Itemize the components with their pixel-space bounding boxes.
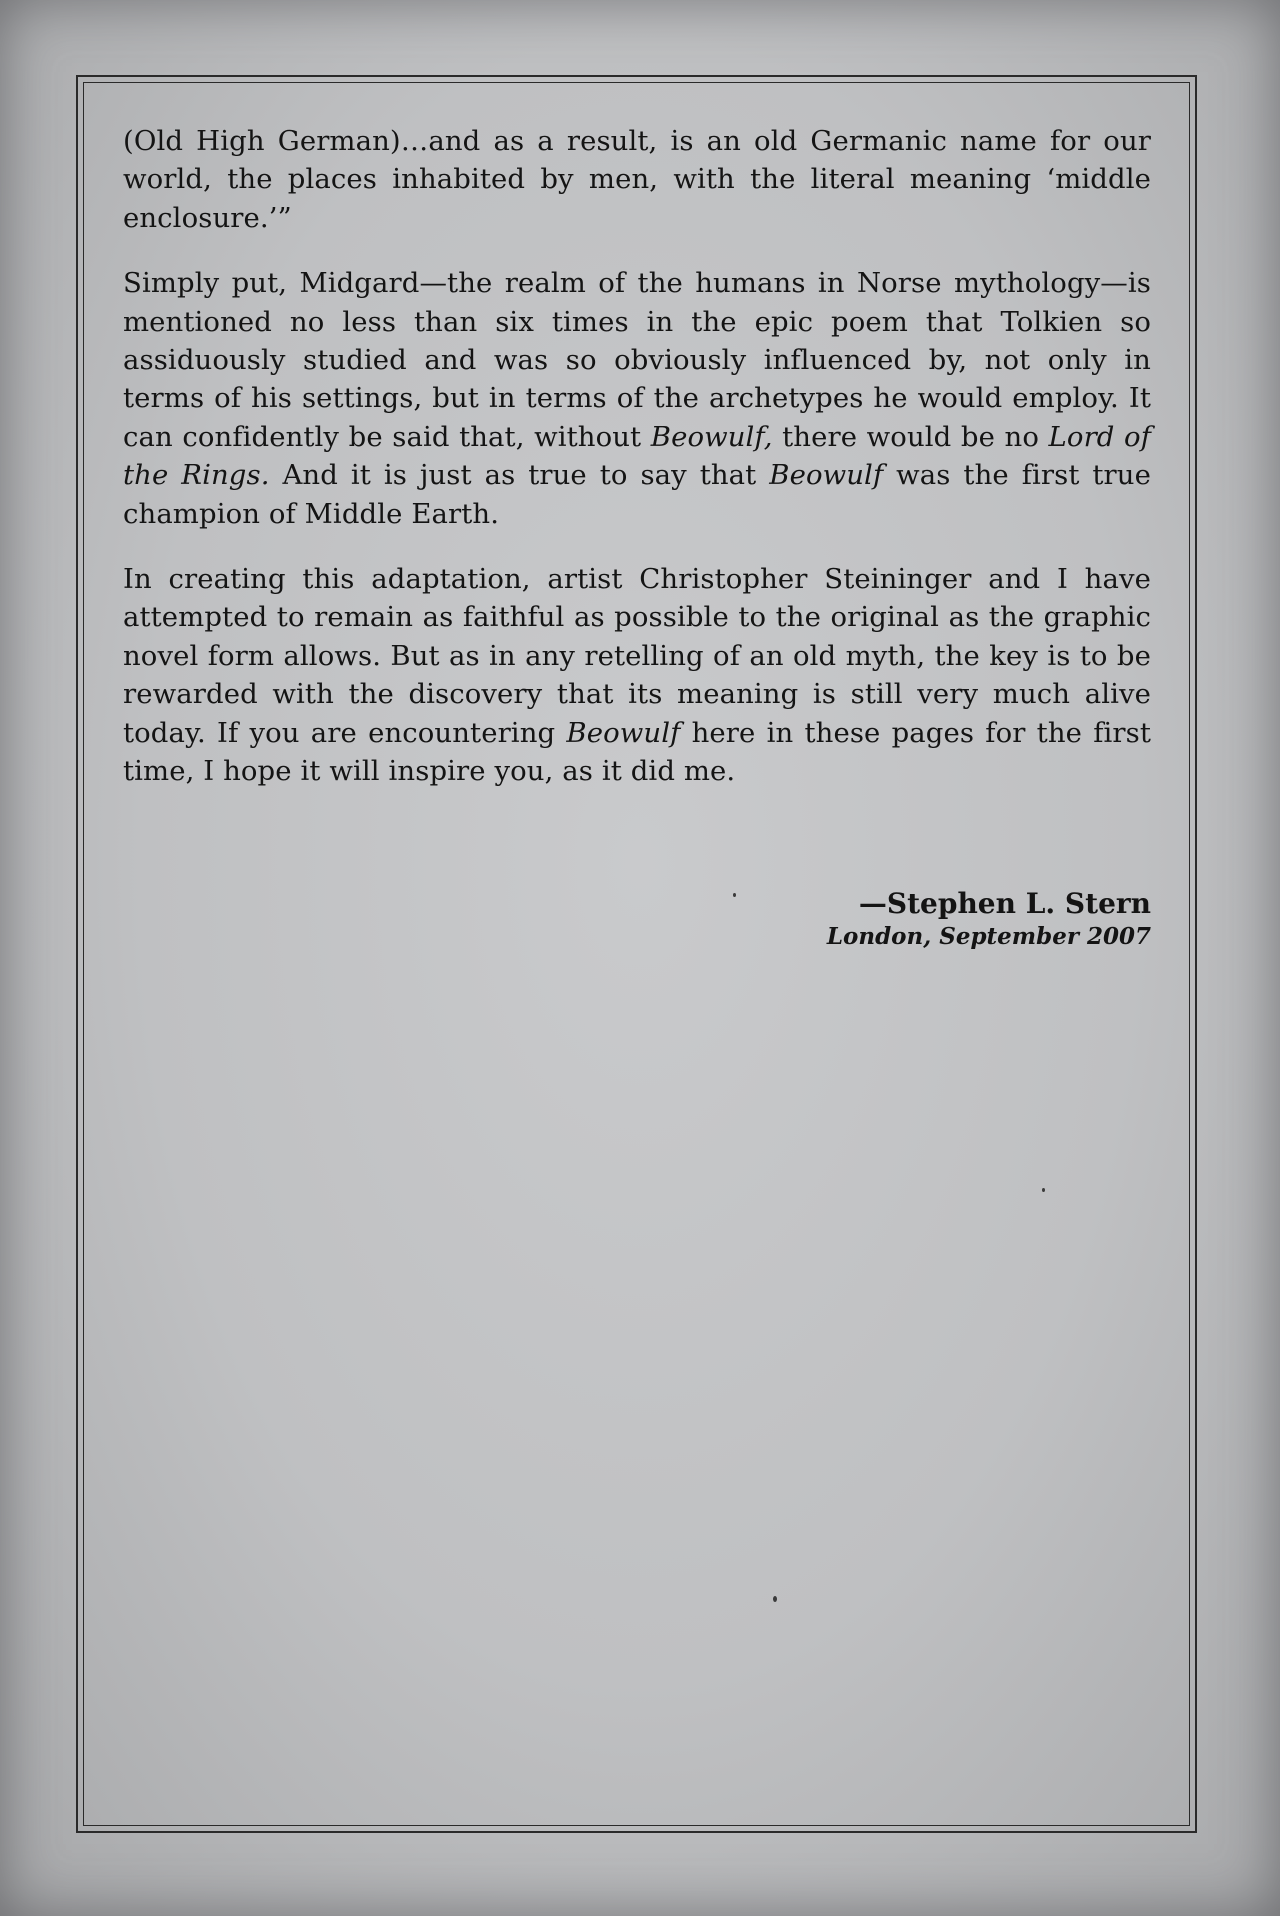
paragraph: [123, 122, 1151, 237]
place-and-date: London, September 2007: [826, 923, 1151, 950]
italic-title-run: Beowulf: [769, 459, 884, 492]
italic-title-run: Beowulf: [566, 716, 681, 749]
text-run: there would be no: [772, 420, 1049, 453]
text-run: In creating this adaptation, artist Christopher Steininger and I have attempted to remain as faithful as possible to the original as the graphic novel form allows. But as in any retelling of an old myth, the key is to be rewarded with the discovery that its meaning is still very much alive today. If you are encountering: [123, 563, 1151, 749]
author-name: —Stephen L. Stern: [858, 887, 1151, 920]
text-run: here in these pages for the first time, I hope it will inspire you, as it did me.: [123, 716, 1151, 788]
text-run: was the first true champion of Middle Earth.: [123, 459, 1151, 530]
author-signature: [827, 886, 1151, 952]
paper-speck: [1042, 1188, 1045, 1192]
italic-title-run: Lord of the Rings.: [123, 420, 1151, 492]
paper-speck: [773, 1596, 777, 1602]
text-run: (Old High German)…and as a result, is an old Germanic name for our world, the places inhabited by men, with the literal meaning ‘middle enclosure.’”: [123, 125, 1151, 234]
italic-title-run: Beowulf,: [650, 420, 773, 453]
preface-text: [123, 122, 1151, 818]
paragraph: [123, 264, 1151, 533]
text-run: Simply put, Midgard—the realm of the humans in Norse mythology—is mentioned no less than six times in the epic poem that Tolkien so assiduously studied and was so obviously influenced by, not only in terms of his settings, but in terms of the archetypes he would employ. It can confidently be said that, without: [123, 267, 1151, 453]
paragraph: [123, 560, 1151, 790]
text-run: And it is just as true to say that: [269, 459, 770, 492]
paper-speck: [733, 893, 736, 897]
